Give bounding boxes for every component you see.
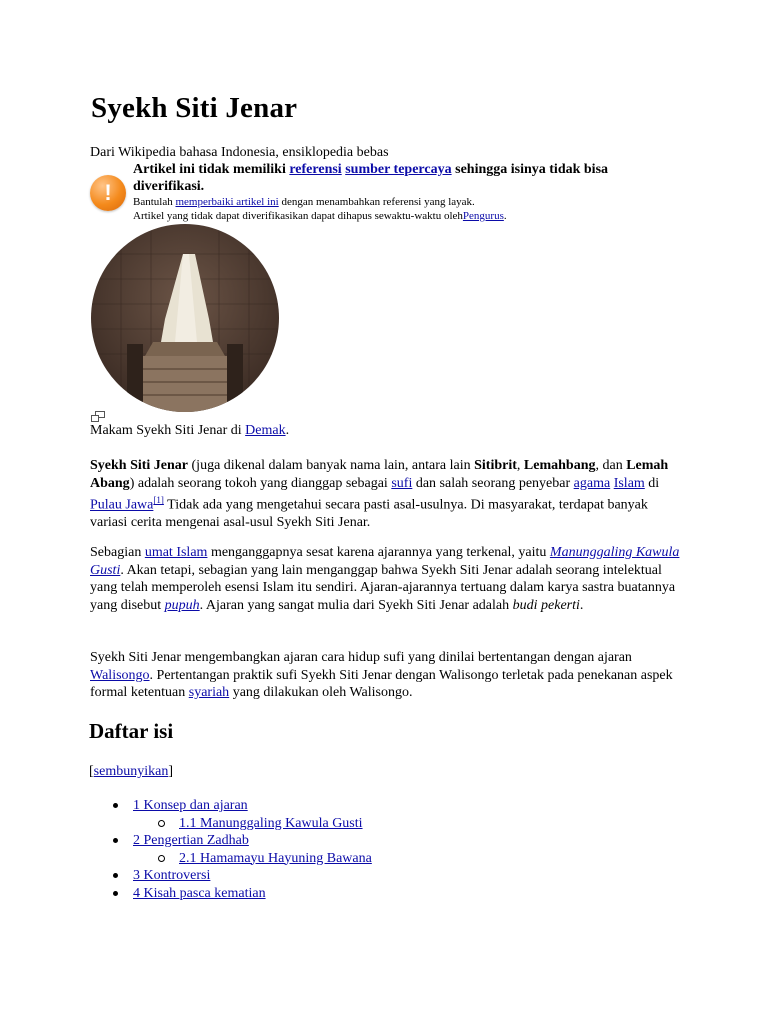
notice-delete-pre: Artikel yang tidak dapat diverifikasikan dapat dihapus sewaktu-waktu oleh [133,210,463,222]
syariah-link[interactable]: syariah [188,685,230,700]
toc-link-manunggaling[interactable]: 1.1 Manunggaling Kawula Gusti [179,815,363,831]
p1-sep-2: , dan [595,458,623,473]
toc-list [0,797,600,902]
toc-item [0,832,600,850]
agama-link[interactable]: agama [573,475,611,491]
umat-islam-link[interactable]: umat Islam [144,545,208,560]
walisongo-link[interactable]: Walisongo [90,667,150,683]
image-caption [90,423,289,439]
notice-help-pre: Bantulah [133,196,173,208]
toc-item [0,885,600,903]
reference-1-link[interactable]: [1] [153,495,164,505]
enlarge-icon[interactable] [91,410,105,421]
toc-link-zadhab[interactable]: 2 Pengertian Zadhab [133,833,249,848]
paragraph-teachings [90,544,680,614]
manunggaling-link[interactable]: Manunggaling Kawula Gusti [90,545,680,578]
pengurus-link[interactable]: Pengurus [462,210,504,222]
toc-item [0,797,600,815]
toc-item [0,867,600,885]
p3-text-2: . Pertentangan praktik sufi Syekh Siti Jenar dengan Walisongo terletak pada penekanan aspek formal ketentuan [90,667,673,700]
pupuh-link[interactable]: pupuh [164,597,200,613]
toc-bracket-close: ] [168,764,173,779]
toc-link-kisah[interactable]: 4 Kisah pasca kematian [133,885,266,901]
notice-help-post: dengan menambahkan referensi yang layak. [281,196,475,208]
exclamation-icon: ! [90,175,126,211]
p1-text-2: ) adalah seorang tokoh yang dianggap sebagai [129,475,388,491]
page-subtitle: Dari Wikipedia bahasa Indonesia, ensiklopedia bebas [90,145,389,160]
alias-lemahbang: Lemahbang [523,458,596,473]
pulau-jawa-link[interactable]: Pulau Jawa [90,497,154,513]
p2-text-4: . Ajaran yang sangat mulia dari Syekh Siti Jenar adalah [199,597,510,613]
alias-sitibrit: Sitibrit [474,458,517,473]
islam-link[interactable]: Islam [613,475,645,491]
p2-text-5: . [579,597,584,613]
p2-text-1: Sebagian [90,545,142,560]
referensi-link[interactable]: referensi [289,162,342,177]
improve-article-link[interactable]: memperbaiki artikel ini [175,196,279,208]
tomb-image[interactable] [91,224,279,412]
page-title: Syekh Siti Jenar [91,92,298,124]
caption-text: Makam Syekh Siti Jenar di [90,423,242,438]
p2-text-2: menganggapnya sesat karena ajarannya yang terkenal, yaitu [210,545,547,560]
toc-toggle [89,764,173,780]
toc-link-hamamayu[interactable]: 2.1 Hamamayu Hayuning Bawana [179,850,372,866]
p1-sep-1: , [516,458,521,473]
toc-item [0,850,600,868]
toc-bracket-open: [ [89,764,94,779]
toc-item [0,815,600,833]
budi-pekerti-text: budi pekerti [512,597,580,613]
notice-delete-post: . [503,210,507,222]
p2-text-3: . Akan tetapi, sebagian yang lain menganggap bahwa Syekh Siti Jenar adalah seorang intelektual yang telah memperoleh esensi Islam itu sendiri. Ajaran-ajarannya tertuang dalam karya sastra buatannya yang disebut [90,562,676,613]
notice-help-line [133,195,475,209]
toc-link-kontroversi[interactable]: 3 Kontroversi [133,868,211,883]
notice-title-post: sehingga isinya tidak bisa diverifikasi. [133,162,609,194]
p3-text-1: Syekh Siti Jenar mengembangkan ajaran cara hidup sufi yang dinilai bertentangan dengan ajaran [90,650,632,665]
caption-period: . [285,423,290,438]
demak-link[interactable]: Demak [245,423,286,438]
sufi-link[interactable]: sufi [391,475,413,491]
alias-lemah-abang: Lemah Abang [90,458,669,491]
p3-text-3: yang dilakukan oleh Walisongo. [232,685,413,700]
paragraph-intro [90,457,680,532]
toc-link-konsep[interactable]: 1 Konsep dan ajaran [133,798,248,813]
toc-heading: Daftar isi [89,719,174,743]
p1-text-4: di [648,475,660,491]
notice-title-pre: Artikel ini tidak memiliki [133,162,286,177]
toc-hide-link[interactable]: sembunyikan [93,764,169,779]
p1-text-5: Tidak ada yang mengetahui secara pasti asal-usulnya. Di masyarakat, terdapat banyak variasi cerita mengenai asal-usul Syekh Siti Jenar. [90,497,648,531]
notice-title [133,161,653,195]
p1-text-1: (juga dikenal dalam banyak nama lain, antara lain [191,458,471,473]
sumber-tepercaya-link[interactable]: sumber tepercaya [345,162,452,177]
paragraph-walisongo [90,649,680,702]
subject-name: Syekh Siti Jenar [90,458,189,473]
notice-delete-line [133,209,507,223]
p1-text-3: dan salah seorang penyebar [415,475,571,491]
